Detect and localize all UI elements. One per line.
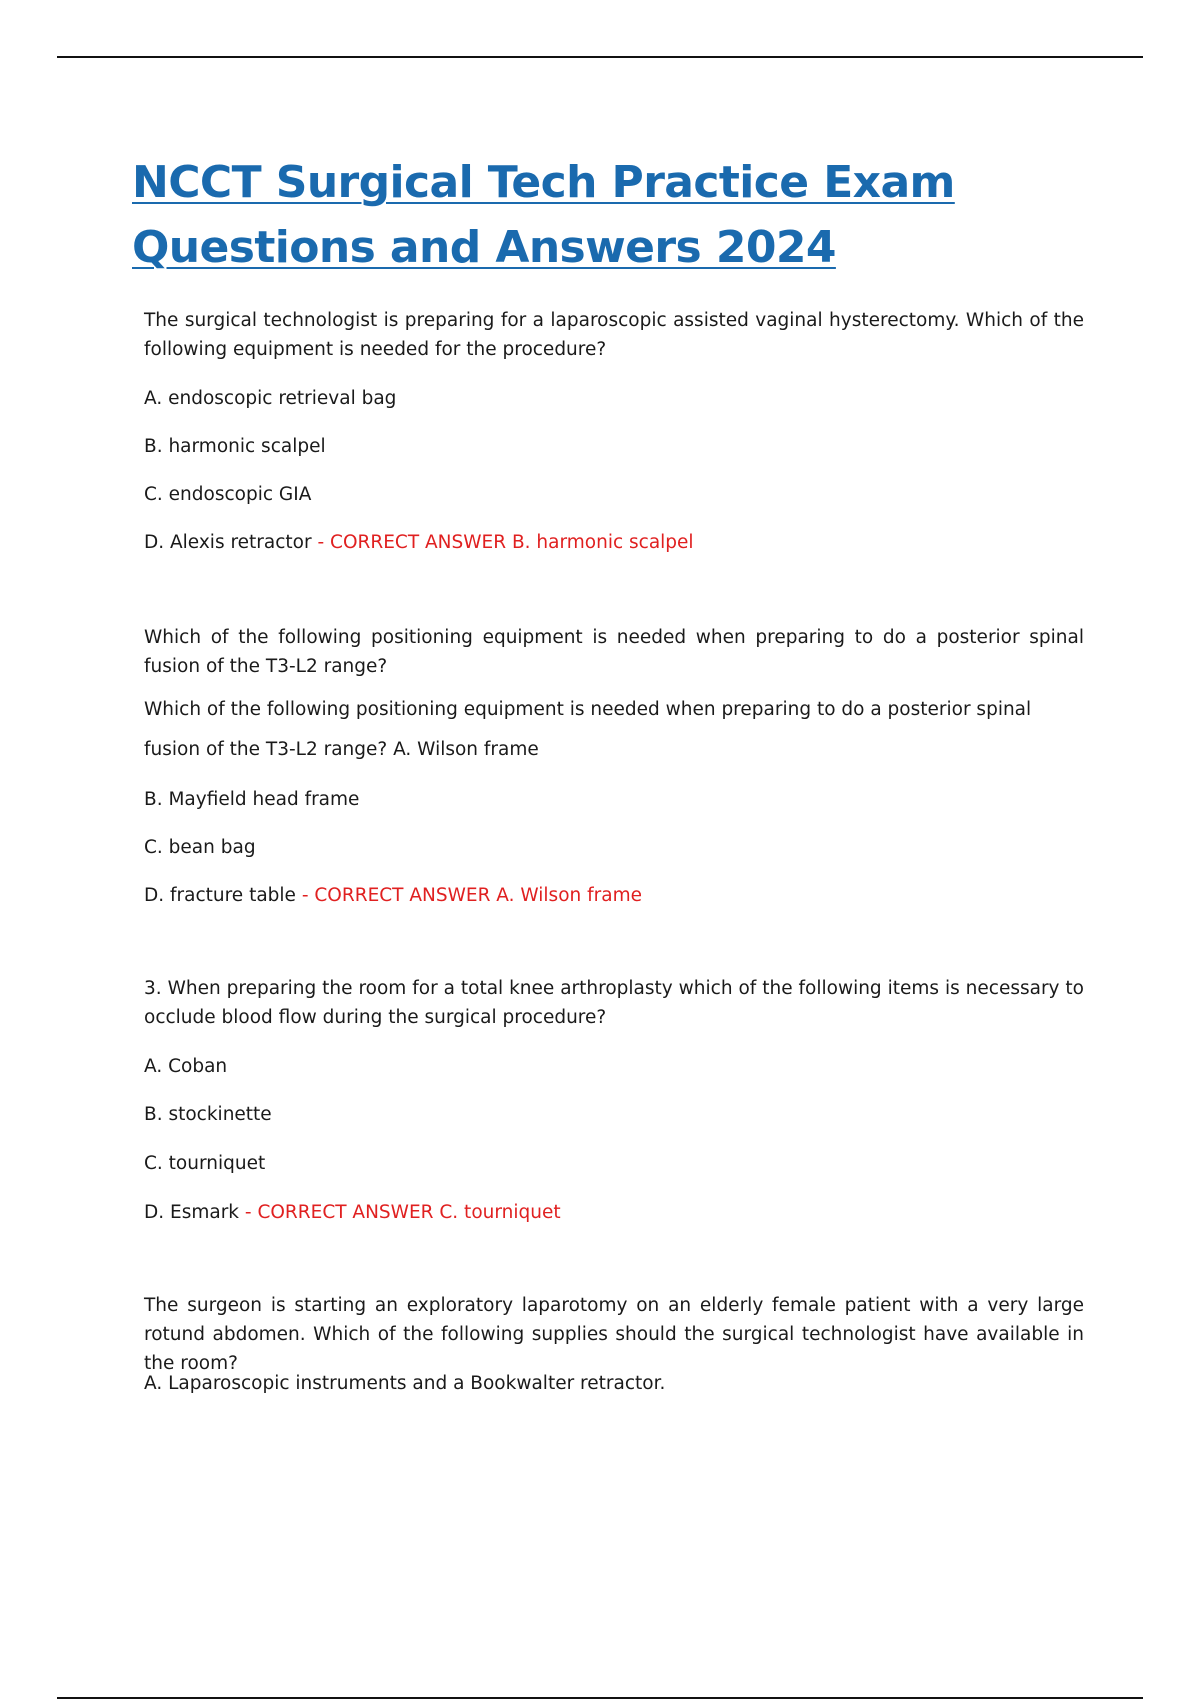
question-2-option-d-line (144, 881, 1084, 910)
question-3-stem: 3. When preparing the room for a total knee arthroplasty which of the following items is necessary to occlude blood flow during the surgical procedure? (144, 978, 1084, 1028)
answer-separator: - (239, 1202, 258, 1223)
question-2-option-d: D. fracture table (144, 885, 296, 906)
question-3-option-a: A. Coban (144, 1056, 228, 1077)
question-2-stem: Which of the following positioning equipment is needed when preparing to do a posterior spinal fusion of the T3-L2 range? (144, 627, 1084, 677)
question-1-option-b: B. harmonic scalpel (144, 436, 326, 457)
header-rule (57, 56, 1143, 58)
question-3-option-d: D. Esmark (144, 1202, 240, 1223)
question-1-option-a: A. endoscopic retrieval bag (144, 388, 397, 409)
question-2-answer: CORRECT ANSWER A. Wilson frame (314, 885, 642, 906)
answer-separator: - (311, 532, 331, 553)
question-2-option-c: C. bean bag (144, 837, 256, 858)
question-2-option-b: B. Mayfield head frame (144, 789, 360, 810)
question-1-stem: The surgical technologist is preparing for a laparoscopic assisted vaginal hysterectomy. Which of the following equipment is needed for the procedure? (144, 310, 1084, 360)
question-1-option-c: C. endoscopic GIA (144, 484, 312, 505)
question-1-answer: CORRECT ANSWER B. harmonic scalpel (330, 532, 694, 553)
question-3-option-b: B. stockinette (144, 1104, 272, 1125)
question-4-option-a: A. Laparoscopic instruments and a Bookwalter retractor. (144, 1373, 666, 1394)
question-1-option-d-line (144, 528, 1084, 557)
document-title: NCCT Surgical Tech Practice Exam Questions and Answers 2024 (132, 157, 955, 273)
question-3-option-c: C. tourniquet (144, 1153, 266, 1174)
question-1-option-d: D. Alexis retractor (144, 532, 312, 553)
question-3-option-d-line (144, 1198, 1084, 1227)
question-2-stem-repeat: Which of the following positioning equipment is needed when preparing to do a posterior spinal fusion of the T3-L2 range? A. Wilson frame (144, 699, 1032, 760)
question-4-stem: The surgeon is starting an exploratory laparotomy on an elderly female patient with a very large rotund abdomen. Which of the following supplies should the surgical technologist have available in the room? (144, 1295, 1084, 1374)
answer-separator: - (295, 885, 315, 906)
question-3-answer: CORRECT ANSWER C. tourniquet (257, 1202, 561, 1223)
footer-rule (57, 1697, 1143, 1699)
